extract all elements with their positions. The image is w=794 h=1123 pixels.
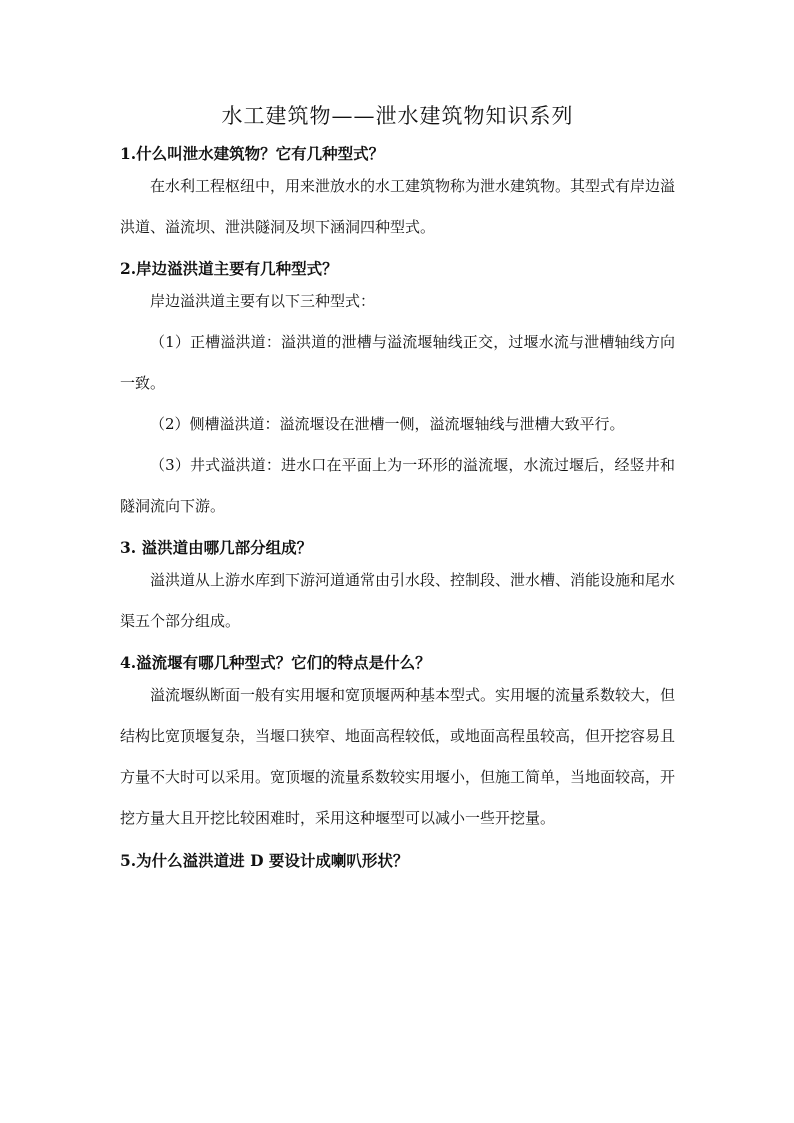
section-heading: 1.什么叫泄水建筑物？它有几种型式？	[120, 144, 385, 164]
list-item: （3）井式溢洪道：进水口在平面上为一环形的溢流堰，水流过堰后，经竖井和隧洞流向下游。	[120, 456, 675, 516]
section-5	[120, 848, 675, 873]
list-item: （1）正槽溢洪道：溢洪道的泄槽与溢流堰轴线正交，过堰水流与泄槽轴线方向一致。	[120, 333, 675, 393]
section-1	[120, 141, 675, 248]
section-heading: 2.岸边溢洪道主要有几种型式？	[120, 259, 338, 279]
section-heading: 3. 溢洪道由哪几部分组成？	[120, 538, 313, 558]
section-heading: 4.溢流堰有哪几种型式？它们的特点是什么？	[120, 653, 431, 673]
document-page	[120, 104, 675, 873]
section-paragraph: 岸边溢洪道主要有以下三种型式：	[150, 292, 376, 311]
list-item: （2）侧槽溢洪道：溢流堰设在泄槽一侧，溢流堰轴线与泄槽大致平行。	[150, 415, 625, 434]
section-3	[120, 535, 675, 642]
section-heading: 5.为什么溢洪道进 D 要设计成喇叭形状？	[120, 851, 409, 871]
section-2	[120, 256, 675, 527]
section-4	[120, 650, 675, 839]
section-paragraph: 溢洪道从上游水库到下游河道通常由引水段、控制段、泄水槽、消能设施和尾水渠五个部分组成。	[120, 571, 676, 631]
section-paragraph: 溢流堰纵断面一般有实用堰和宽顶堰两种基本型式。实用堰的流量系数较大，但结构比宽顶堰复杂，当堰口狭窄、地面高程较低，或地面高程虽较高，但开挖容易且方量不大时可以采用。宽顶堰的流量系数较实用堰小，但施工简单，当地面较高，开挖方量大且开挖比较困难时，采用这种堰型可以减小一些开挖量。	[120, 686, 676, 828]
page-title: 水工建筑物——泄水建筑物知识系列	[221, 104, 574, 128]
section-paragraph: 在水利工程枢纽中，用来泄放水的水工建筑物称为泄水建筑物。其型式有岸边溢洪道、溢流坝、泄洪隧洞及坝下涵洞四种型式。	[120, 177, 676, 237]
